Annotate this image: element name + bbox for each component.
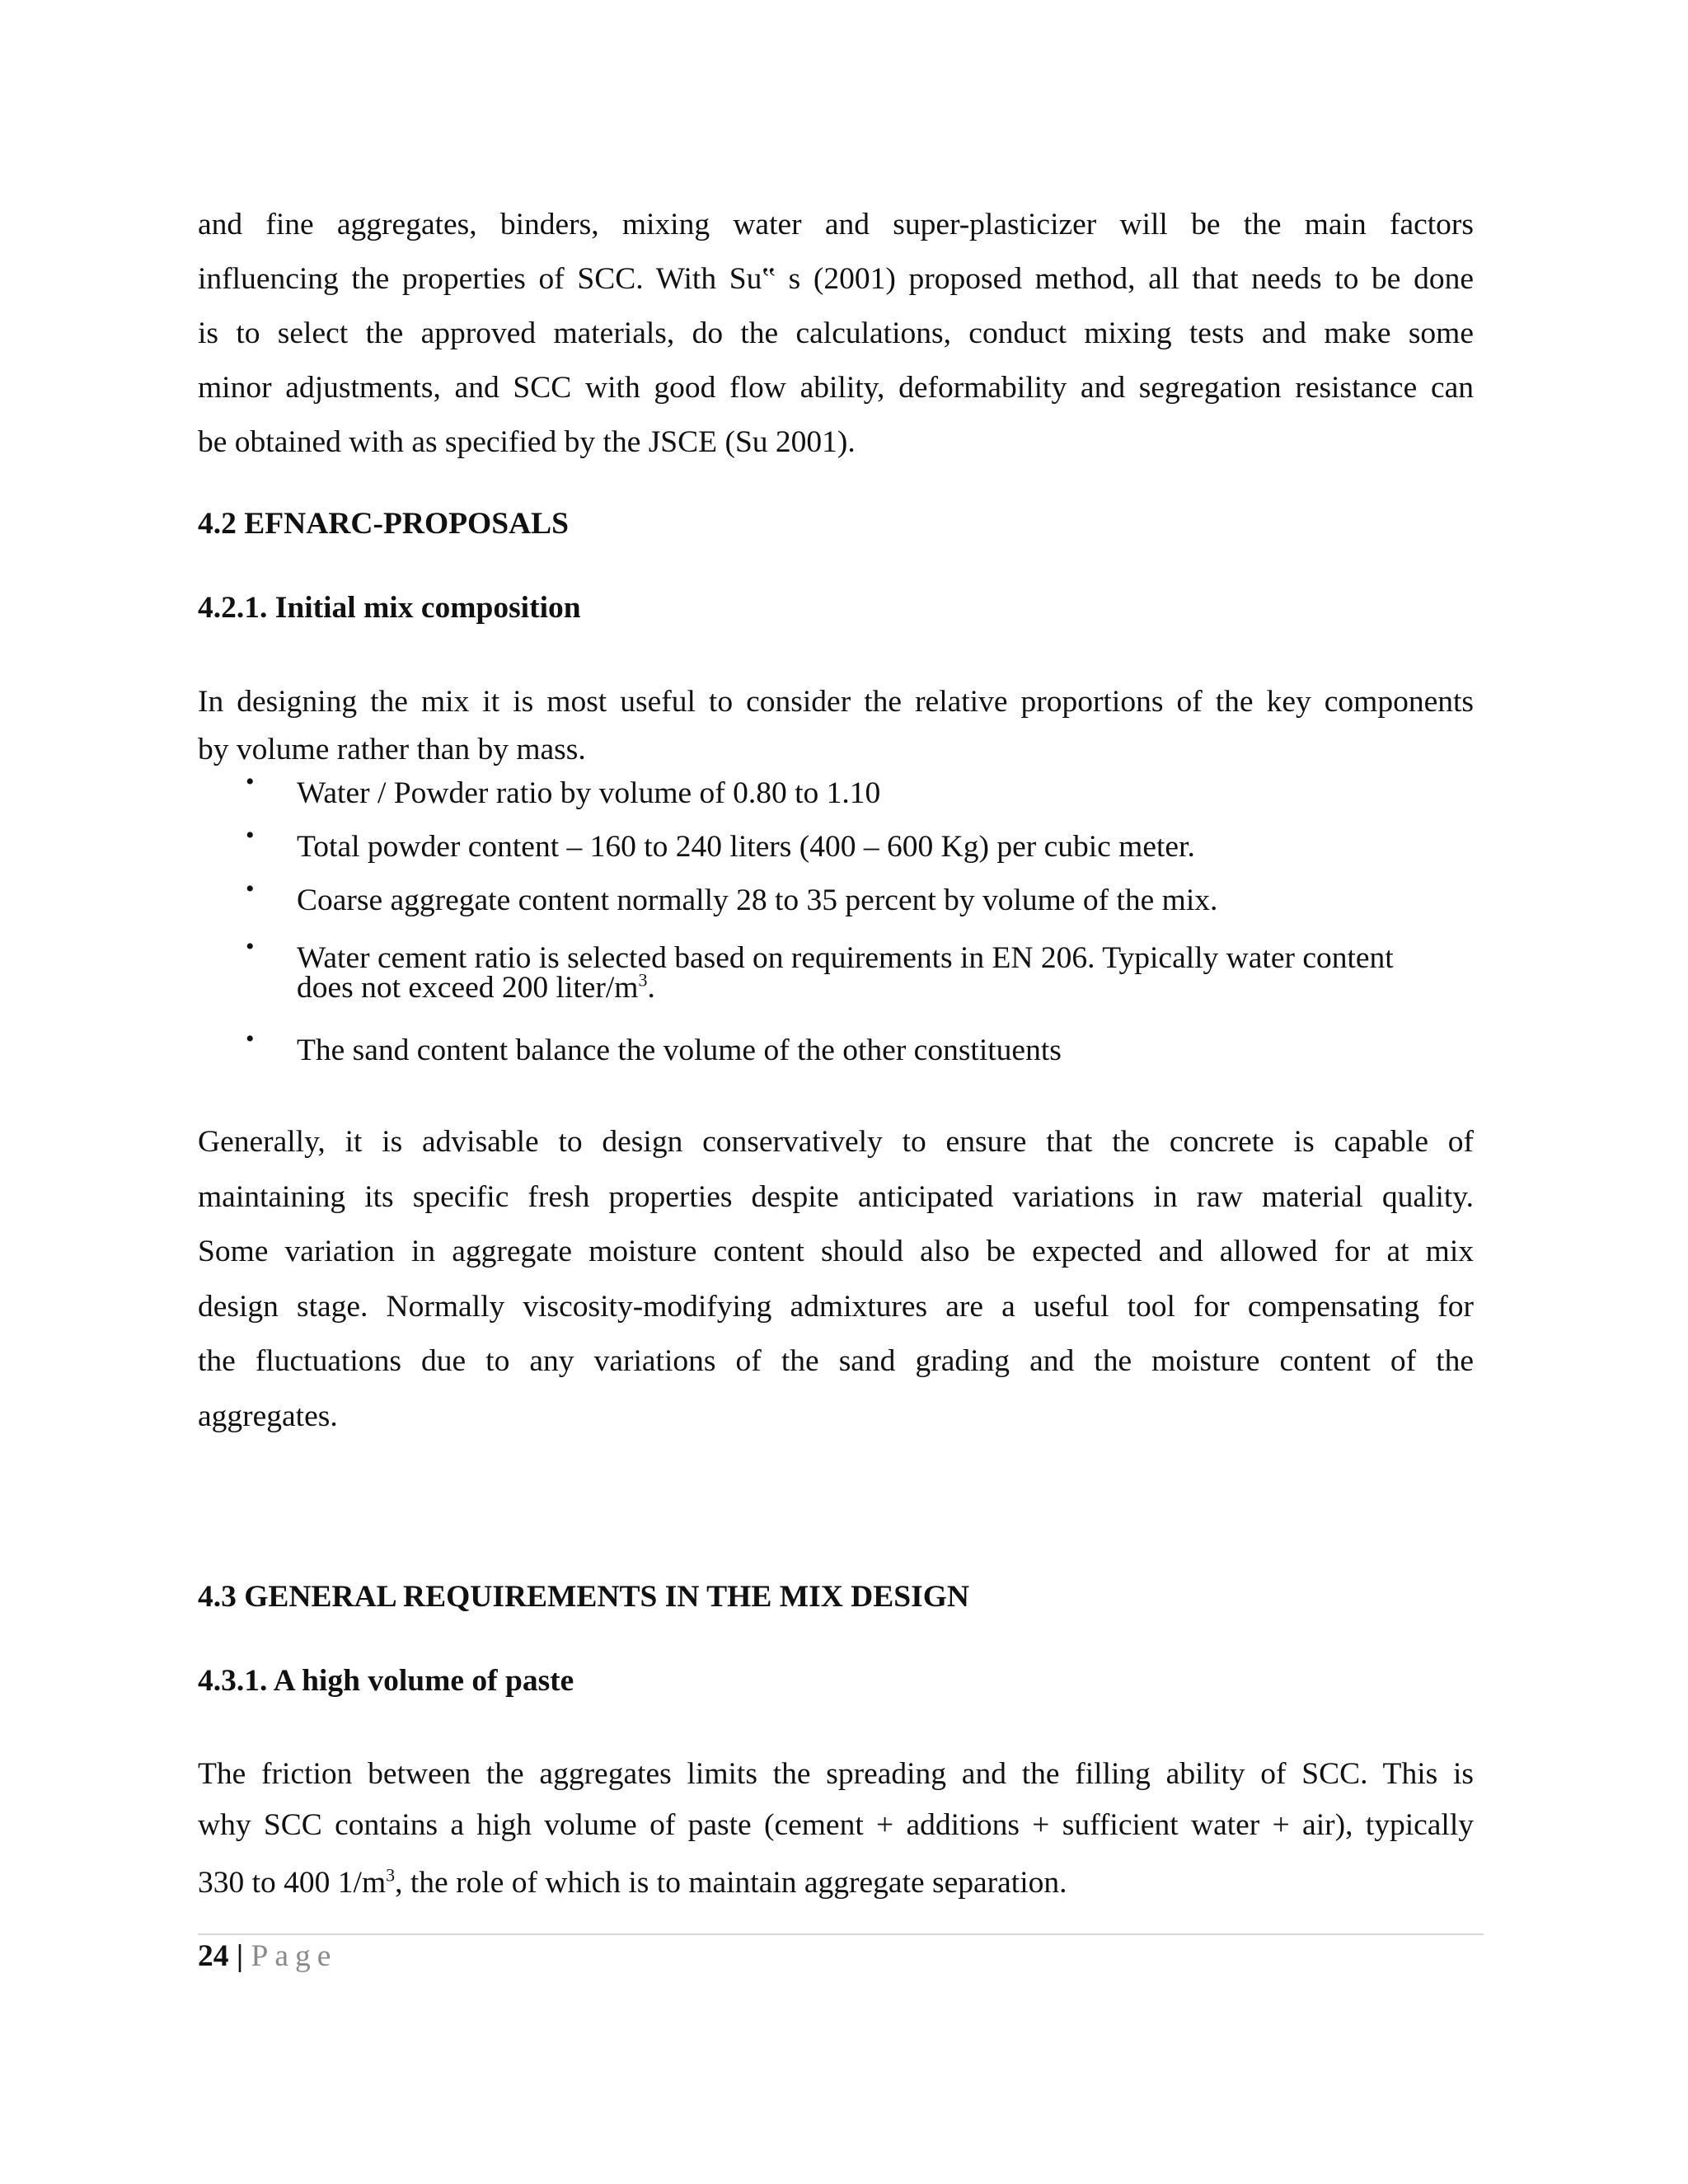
page-footer [198, 1938, 337, 1974]
paragraph-line: aggregates. [198, 1399, 338, 1433]
bullet-icon: • [246, 768, 255, 795]
intro-line: and fine aggregates, binders, mixing water and super-plasticizer will be the main factors [198, 208, 1474, 241]
paragraph-line: Some variation in aggregate moisture content should also be expected and allowed for at mix [198, 1235, 1474, 1268]
footer-divider [198, 1933, 1484, 1935]
design-advice-paragraph [198, 1115, 1474, 1444]
mix-composition-paragraph [198, 678, 1474, 774]
intro-paragraph [198, 198, 1474, 470]
bullet-icon: • [246, 1025, 255, 1052]
paragraph-line: the fluctuations due to any variations of the sand grading and the moisture content of the [198, 1344, 1474, 1378]
paragraph-line: Generally, it is advisable to design conservatively to ensure that the concrete is capable of [198, 1125, 1474, 1159]
intro-line: minor adjustments, and SCC with good flow ability, deformability and segregation resistance can [198, 371, 1474, 405]
page-number: 24 [198, 1939, 229, 1973]
page-label: Page [251, 1939, 338, 1973]
bullet-icon: • [246, 822, 255, 849]
bullet-icon: • [246, 933, 255, 960]
paragraph-line: by volume rather than by mass. [198, 733, 586, 766]
section-heading-4-2: 4.2 EFNARC-PROPOSALS [198, 507, 570, 541]
subsection-heading-4-2-1: 4.2.1. Initial mix composition [198, 591, 581, 625]
subsection-heading-4-3-1: 4.3.1. A high volume of paste [198, 1664, 574, 1698]
paragraph-line: 330 to 400 $1/m^3$, the role of which is to maintain aggregate separation. [198, 1864, 1067, 1900]
intro-line: be obtained with as specified by the JSCE (Su 2001). [198, 425, 856, 459]
footer-separator: | [236, 1939, 244, 1973]
paragraph-line: why SCC contains a high volume of paste (cement + additions + sufficient water + air), typically [198, 1808, 1474, 1842]
intro-line: influencing the properties of SCC. With Su‟ s (2001) proposed method, all that needs to be done [198, 262, 1474, 296]
bullet-icon: • [246, 875, 255, 902]
paragraph-line: The friction between the aggregates limits the spreading and the filling ability of SCC. This is [198, 1757, 1474, 1791]
section-heading-4-3: 4.3 GENERAL REQUIREMENTS IN THE MIX DESIGN [198, 1580, 969, 1614]
paragraph-line: maintaining its specific fresh properties despite anticipated variations in raw material quality. [198, 1179, 1474, 1214]
paste-volume-paragraph [198, 1749, 1474, 1909]
paragraph-line: In designing the mix it is most useful to consider the relative proportions of the key components [198, 685, 1474, 719]
intro-line: is to select the approved materials, do the calculations, conduct mixing tests and make some [198, 316, 1474, 350]
paragraph-line: design stage. Normally viscosity-modifying admixtures are a useful tool for compensating for [198, 1289, 1474, 1324]
document-page: and fine aggregates, binders, mixing water and super-plasticizer will be the main factors influencing the properties of SCC. With Su‟ s (2001) proposed method, all that needs to be done is to select the approved materials, do the calculations, conduct mixing tests and make some minor adjustments, and SCC with good flow ability, deformability and segregation resistance can be obtained with as specified by the JSCE (Su 2001). 4.2 EFNARC-PROPOSALS 4.2.1. Initial mix composition In designing the mix it is most useful to consider the relative proportions of the key components by volume rather than by mass. • Water / Powder ratio by volume of 0.80 to 1.10 • Total powder content – 160 to 240 liters (400 – 600 Kg) per cubic meter. • Coarse aggregate content normally 28 to 35 percent by volume of the mix. • Water cement ratio is selected based on requirements in EN 206. Typically water content does not exceed 200 liter/$m^3$. • The sand content balance the volume of the other constituents Generally, it is advisable to design conservatively to ensure that the concrete is capable of maintaining its specific fresh properties despite anticipated variations in raw material quality. Some variation in aggregate moisture content should also be expected and allowed for at mix design stage. Normally viscosity-modifying admixtures are a useful tool for compensating for the fluctuations due to any variations of the sand grading and the moisture content of the aggregates. 4.3 GENERAL REQUIREMENTS IN THE MIX DESIGN 4.3.1. A high volume of paste The friction between the aggregates limits the spreading and the filling ability of SCC. This is why SCC contains a high volume of paste (cement + additions + sufficient water + air), typically 330 to 400 $1/m^3$, the role of which is to maintain aggregate separation. 24 | Page [0, 0, 1688, 2184]
